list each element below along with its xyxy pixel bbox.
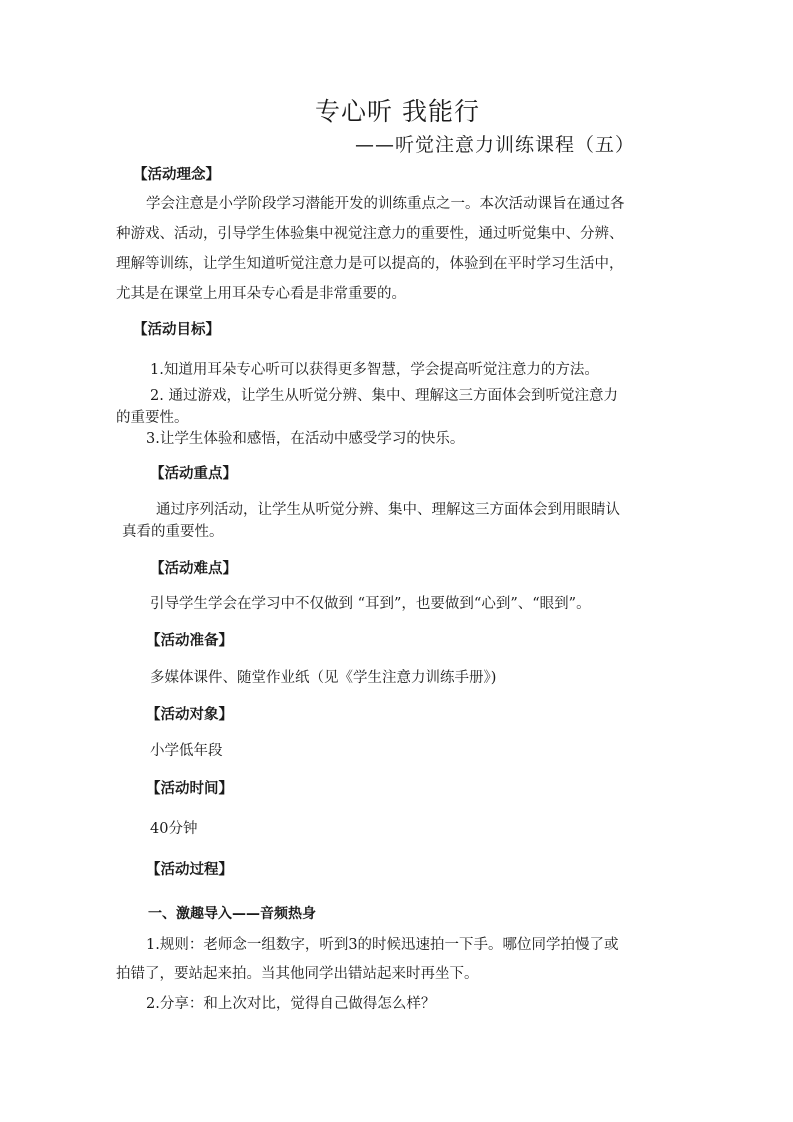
focus-heading: 【活动重点】 xyxy=(150,466,237,482)
process-line: 2.分享：和上次对比，觉得自己做得怎么样？ xyxy=(146,996,436,1012)
time-text: 40分钟 xyxy=(150,821,198,837)
process-line: 1.规则：老师念一组数字，听到3的时候迅速拍一下手。哪位同学拍慢了或 xyxy=(146,937,619,953)
concept-line: 理解等训练，让学生知道听觉注意力是可以提高的，体验到在平时学习生活中， xyxy=(116,256,624,272)
concept-line: 种游戏、活动，引导学生体验集中视觉注意力的重要性，通过听觉集中、分辨、 xyxy=(116,226,624,242)
goals-heading: 【活动目标】 xyxy=(133,322,220,338)
document-title: 专心听 我能行 xyxy=(315,97,480,126)
goals-line: 3.让学生体验和感悟，在活动中感受学习的快乐。 xyxy=(146,431,465,447)
difficulty-heading: 【活动难点】 xyxy=(150,561,237,577)
goals-line: 2. 通过游戏，让学生从听觉分辨、集中、理解这三方面体会到听觉注意力 xyxy=(150,388,618,404)
concept-heading: 【活动理念】 xyxy=(133,167,220,183)
goals-line: 的重要性。 xyxy=(116,410,189,426)
document-subtitle: ——听觉注意力训练课程（五） xyxy=(355,134,636,156)
concept-line: 学会注意是小学阶段学习潜能开发的训练重点之一。本次活动课旨在通过各 xyxy=(146,196,625,212)
focus-line: 通过序列活动，让学生从听觉分辨、集中、理解这三方面体会到用眼睛认 xyxy=(156,502,620,518)
concept-line: 尤其是在课堂上用耳朵专心看是非常重要的。 xyxy=(116,286,406,302)
process-section-title: 一、激趣导入——音频热身 xyxy=(148,906,316,922)
process-line: 拍错了，要站起来拍。当其他同学出错站起来时再坐下。 xyxy=(116,966,479,982)
prep-heading: 【活动准备】 xyxy=(146,633,233,649)
process-heading: 【活动过程】 xyxy=(146,862,233,878)
prep-text: 多媒体课件、随堂作业纸（见《学生注意力训练手册》) xyxy=(150,670,497,686)
goals-line: 1.知道用耳朵专心听可以获得更多智慧，学会提高听觉注意力的方法。 xyxy=(150,362,599,378)
difficulty-text: 引导学生学会在学习中不仅做到 “耳到”，也要做到“心到”、“眼到”。 xyxy=(150,596,591,612)
focus-line: 真看的重要性。 xyxy=(122,524,224,540)
time-heading: 【活动时间】 xyxy=(146,781,233,797)
audience-text: 小学低年段 xyxy=(150,743,223,759)
audience-heading: 【活动对象】 xyxy=(146,707,233,723)
